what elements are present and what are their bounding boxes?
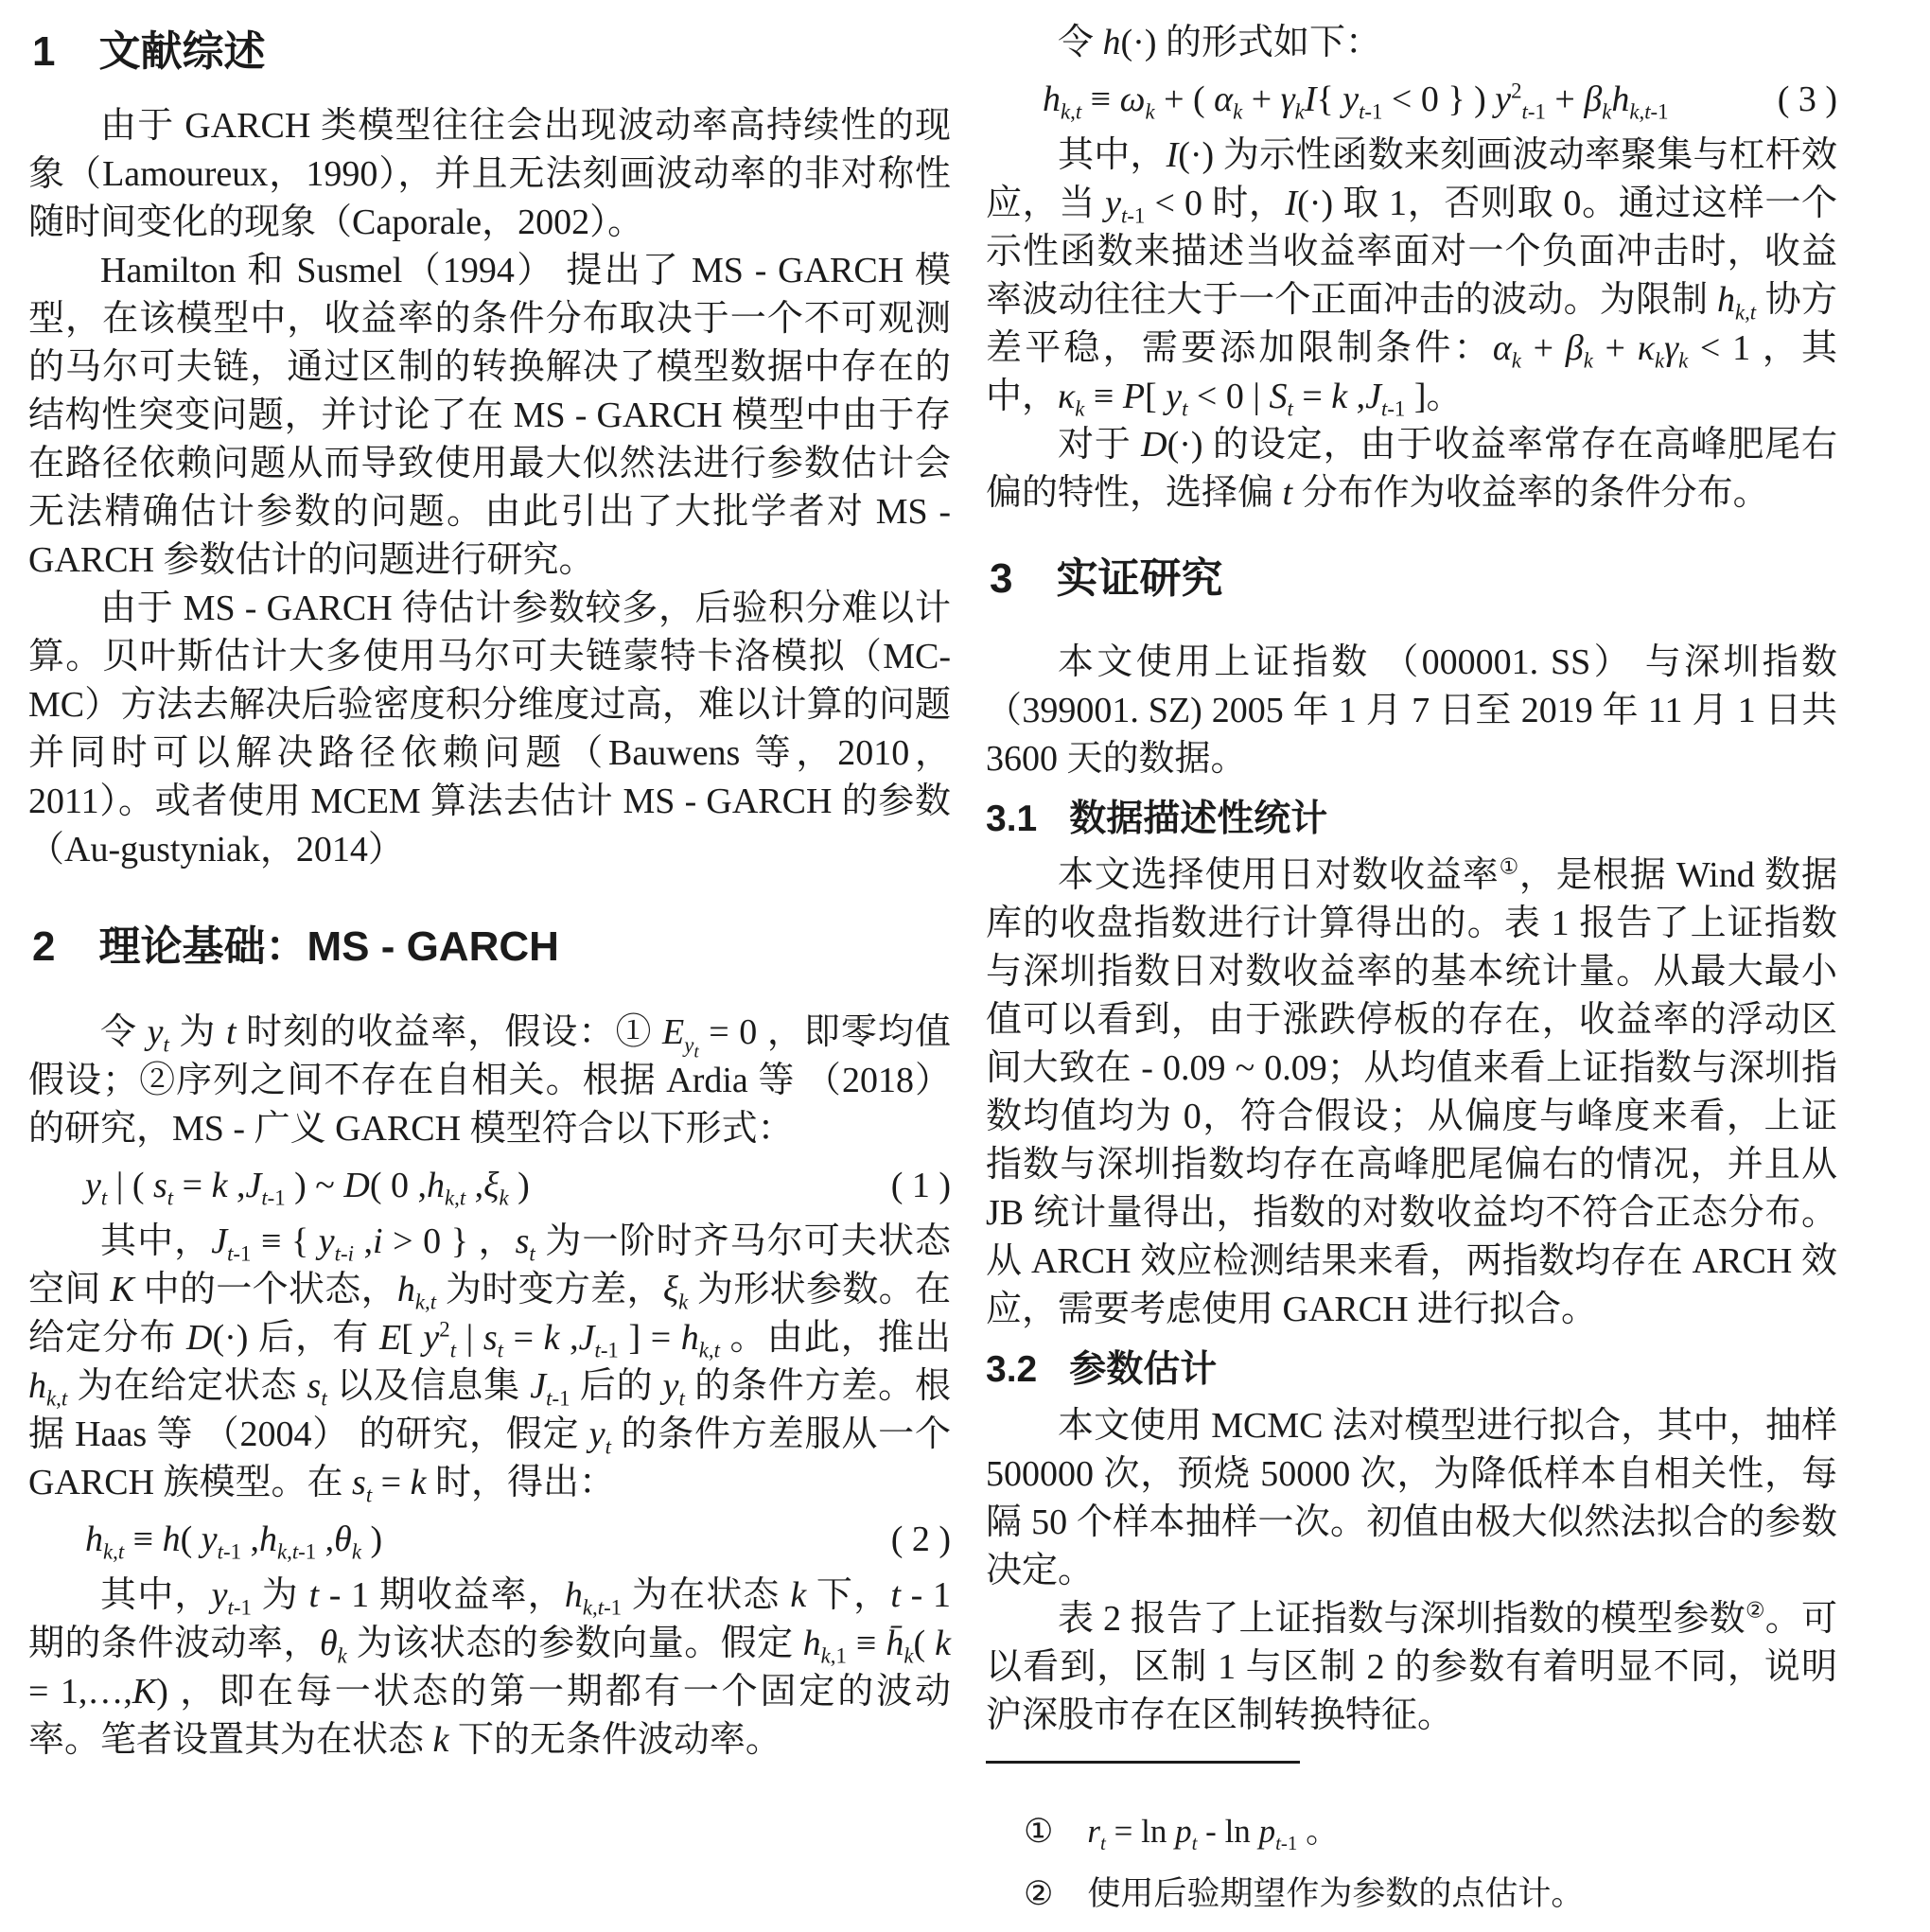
paragraph: 本文使用 MCMC 法对模型进行拟合，其中，抽样 500000 次，预烧 50000 次，为降低样本自相关性，每隔 50 个样本抽样一次。初值由极大似然法拟合的参数决定。 [986, 1406, 1837, 1590]
paragraph: 本文选择使用日对数收益率①，是根据 Wind 数据库的收盘指数进行计算得出的。表 1 报告了上证指数与深圳指数日对数收益率的基本统计量。从最大最小值可以看到，由于涨跌停板的存在，收益率的浮动区间大致在 - 0.09 ~ 0.09；从均值来看上证指数与深圳指数均值均为 0，符合假设；从偏度与峰度来看，上证指数与深圳指数均存在高峰肥尾偏右的情况，并且从 JB 统计量得出，指数的对数收益均不符合正态分布。从 ARCH 效应检测结果来看，两指数均存在 ARCH 效应，需要考虑使用 GARCH 进行拟合。 [986, 854, 1837, 1329]
section-3-1-number: 3.1 [986, 799, 1038, 839]
section-3-2-title: 参数估计 [1069, 1349, 1218, 1390]
paragraph: 表 2 报告了上证指数与深圳指数的模型参数②。可以看到，区制 1 与区制 2 的参数有着明显不同，说明沪深股市存在区制转换特征。 [986, 1598, 1837, 1735]
section-3-number: 3 [990, 555, 1013, 602]
paragraph: 令 $y_t$ 为 t 时刻的收益率，假设：① $E_{y_t} = 0$ ，即零均值假设；②序列之间不存在自相关。根据 Ardia 等 （2018） 的研究，MS - 广义 GARCH 模型符合以下形式： [28, 1012, 951, 1149]
footnote-2 [986, 1870, 1837, 1919]
section-1-heading [32, 28, 951, 76]
section-3-heading [990, 555, 1837, 603]
section-3-1-heading [986, 797, 1837, 842]
section-3-title: 实证研究 [1056, 555, 1223, 602]
footnote-divider [986, 1761, 1300, 1764]
footnote-2-marker: ② [1024, 1875, 1054, 1912]
equation-2 [28, 1512, 951, 1567]
paragraph: 对于 D(·) 的设定，由于收益率常存在高峰肥尾右偏的特性，选择偏 t 分布作为收益率的条件分布。 [986, 425, 1837, 513]
section-3-2-number: 3.2 [986, 1349, 1038, 1390]
section-3-1-title: 数据描述性统计 [1069, 799, 1328, 839]
section-1-title: 文献综述 [98, 28, 266, 75]
right-column [986, 0, 1837, 1932]
section-2-number: 2 [32, 923, 56, 970]
equation-2-number: ( 2 ) [890, 1519, 951, 1559]
section-2-heading [32, 923, 951, 971]
paragraph: 令 h(·) 的形式如下： [1058, 23, 1381, 62]
section-2-title: 理论基础：MS - GARCH [98, 923, 559, 970]
paragraph: 本文使用上证指数 （000001. SS） 与深圳指数（399001. SZ) 2005 年 1 月 7 日至 2019 年 11 月 1 日共 3600 天的数据。 [986, 642, 1837, 779]
footnote-1 [986, 1807, 1837, 1856]
equation-3-body: $h_{k,t} \equiv \omega_k$ + ( $\alpha_k + \gamma_kI${ $y_{t-1} < 0$ } ) $y^2_{t-1} + \beta_kh_{k,t-1}$ [1043, 79, 1669, 124]
paragraph: 由于 GARCH 类模型往往会出现波动率高持续性的现象（Lamoureux，1990），并且无法刻画波动率的非对称性随时间变化的现象（Caporale，2002）。 [28, 106, 951, 242]
footnote-area [986, 1761, 1837, 1919]
paragraph: 其中，$y_{t-1}$ 为 t - 1 期收益率，$h_{k,t-1}$ 为在状态 k 下，t - 1 期的条件波动率，$\theta_k$ 为该状态的参数向量。假定 $h_{k,1}$ ≡ $h̄_k$( k = 1,…,K) ，即在每一状态的第一期都有一个固定的波动率。笔者设置其为在状态 k 下的无条件波动率。 [28, 1575, 951, 1760]
equation-1-body: $y_t$ | ( $s_t = k$ $,J_{t-1}$ ) ~ D( 0 $,h_{k,t}$ $,\xi_k$ ) [85, 1166, 530, 1210]
paragraph: 其中，$J_{t-1}$ ≡ { $y_{t-i}$ ,i > 0 } ，$s_t$ 为一阶时齐马尔可夫状态空间 K 中的一个状态，$h_{k,t}$ 为时变方差，$\xi_k$ 为形状参数。在给定分布 D(·) 后，有 E[ $y^2_t$ | $s_t = k$ $,J_{t-1}$ ] = $h_{k,t}$ 。由此，推出 $h_{k,t}$ 为在给定状态 $s_t$ 以及信息集 $J_{t-1}$ 后的 $y_t$ 的条件方差。根据 Haas 等 （2004） 的研究，假定 $y_t$ 的条件方差服从一个 GARCH 族模型。在 $s_t = k$ 时，得出： [28, 1221, 952, 1507]
equation-1 [28, 1158, 951, 1213]
section-3-2-heading [986, 1347, 1837, 1393]
equation-1-number: ( 1 ) [890, 1166, 951, 1205]
section-1-number: 1 [32, 28, 56, 75]
footnote-1-marker: ① [1024, 1813, 1054, 1850]
footnote-1-text: $r_t = \ln p_t - \ln p_{t-1}$ 。 [1087, 1813, 1340, 1854]
paragraph: Hamilton 和 Susmel（1994） 提出了 MS - GARCH 模型，在该模型中，收益率的条件分布取决于一个不可观测的马尔可夫链，通过区制的转换解决了模型数据中存在的结构性突变问题，并讨论了在 MS - GARCH 模型中由于存在路径依赖问题从而导致使用最大似然法进行参数估计会无法精确估计参数的问题。由此引出了大批学者对 MS - GARCH 参数估计的问题进行研究。 [28, 251, 951, 580]
paragraph: 由于 MS - GARCH 待估计参数较多，后验积分难以计算。贝叶斯估计大多使用马尔可夫链蒙特卡洛模拟（MC-MC）方法去解决后验密度积分维度过高，难以计算的问题并同时可以解决路径依赖问题（Bauwens 等，2010，2011）。或者使用 MCEM 算法去估计 MS - GARCH 的参数（Au-gustyniak，2014） [28, 588, 951, 869]
equation-2-body: $h_{k,t} \equiv h$( $y_{t-1}$ $,h_{k,t-1}$ $,\theta_k$ ) [85, 1519, 383, 1564]
equation-3 [986, 72, 1837, 127]
paragraph: 其中，I(·) 为示性函数来刻画波动率聚集与杠杆效应，当 $y_{t-1} < 0$ 时，I(·) 取 1，否则取 0。通过这样一个示性函数来描述当收益率面对一个负面冲击时，收益率波动往往大于一个正面冲击的波动。为限制 $h_{k,t}$ 协方差平稳，需要添加限制条件：$\alpha_k + \beta_k + \kappa_k\gamma_k < 1$ ，其中，$\kappa_k \equiv P$[ $y_t < 0$ | $S_t = k$ $,J_{t-1}$ ]。 [986, 135, 1838, 421]
left-column [28, 0, 951, 1765]
footnote-2-text: 使用后验期望作为参数的点估计。 [1087, 1875, 1585, 1912]
equation-3-number: ( 3 ) [1777, 79, 1837, 119]
